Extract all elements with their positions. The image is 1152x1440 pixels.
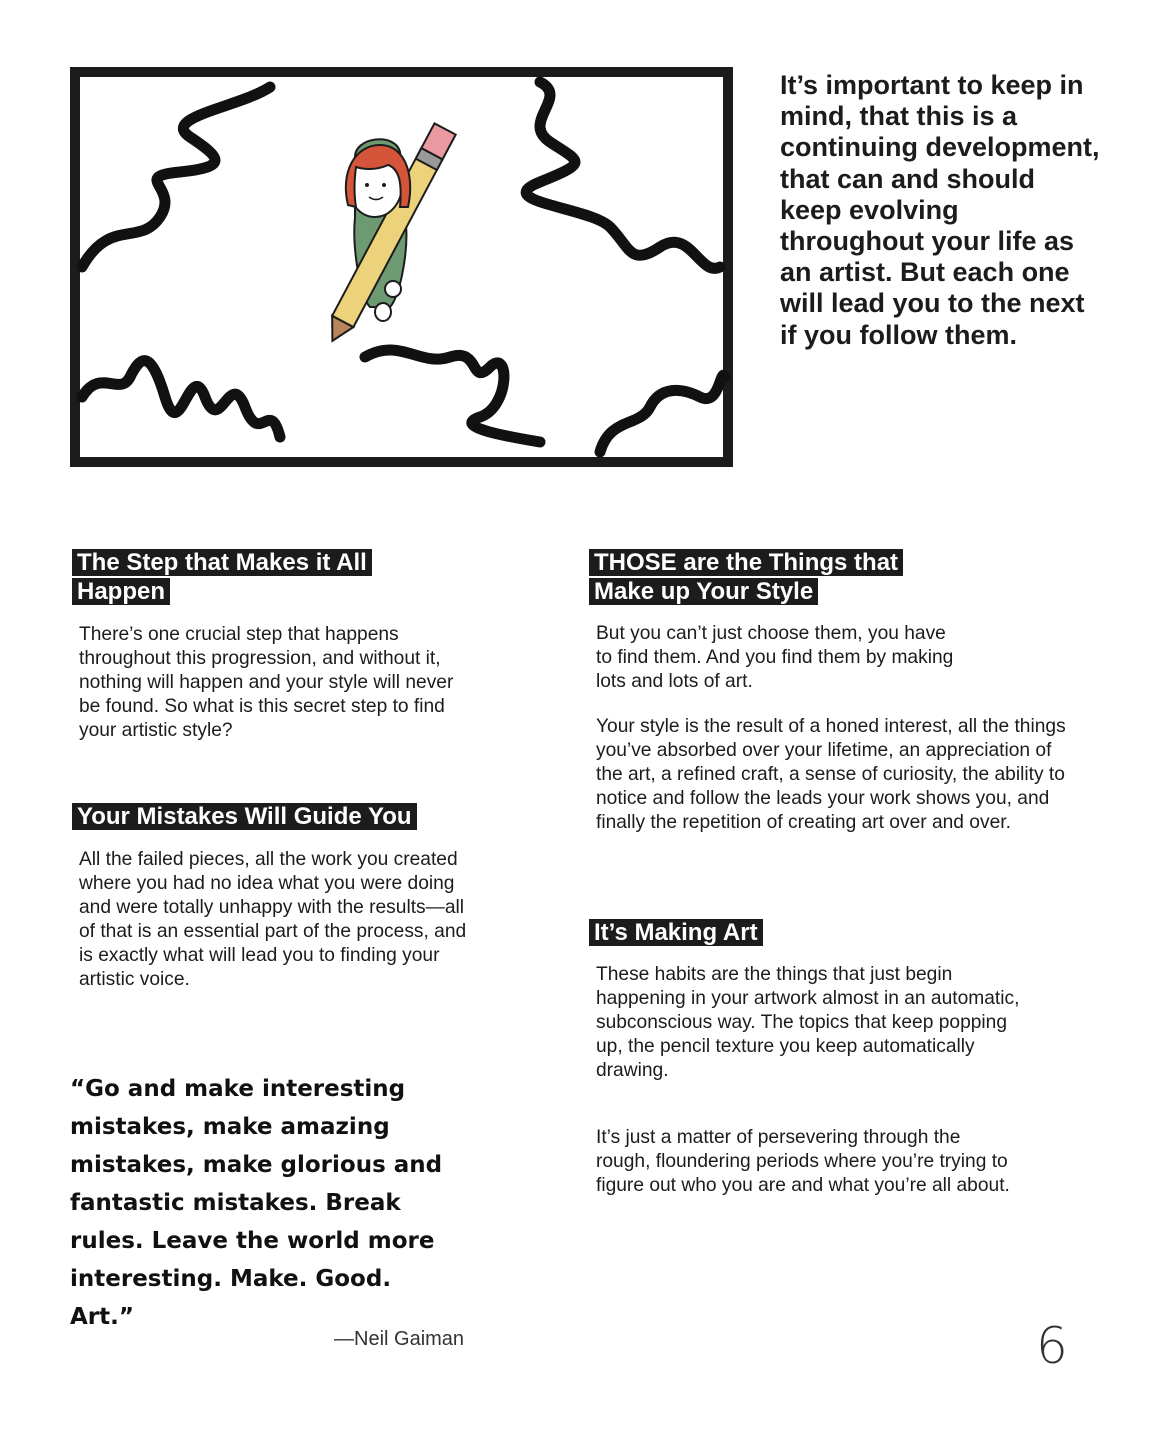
page-number: 6 — [1036, 1317, 1068, 1375]
body-making-art-1: These habits are the things that just begin happening in your artwork almost in an automatic, subconscious way. The topics that keep popping up, the pencil texture you keep automatically drawing. — [596, 964, 1020, 1081]
heading-style: THOSE are the Things that Make up Your Style — [589, 548, 949, 606]
heading-step: The Step that Makes it All Happen — [72, 548, 390, 606]
body-mistakes: All the failed pieces, all the work you created where you had no idea what you were doing and were totally unhappy with the results—all of that is an essential part of the process, and is exactly what will lead you to finding your artistic voice. — [79, 849, 467, 990]
girl-drawing-squiggles-illustration — [70, 67, 733, 467]
body-making-art-2: It’s just a matter of persevering through the rough, floundering periods where you’re trying to figure out who you are and what you’re all about. — [596, 1127, 1010, 1196]
heading-making-art: It’s Making Art — [589, 918, 889, 947]
intro-text: It’s important to keep in mind, that this is a continuing development, that can and should keep evolving throughout your life as an artist. But each one will lead you to the next if you follow them. — [780, 70, 1100, 350]
quote-text: “Go and make interesting mistakes, make amazing mistakes, make glorious and fantastic mistakes. Break rules. Leave the world more interesting. Make. Good. Art.” — [70, 1076, 443, 1330]
body-style-1: But you can’t just choose them, you have to find them. And you find them by making lots and lots of art. — [596, 623, 954, 692]
illustration — [70, 67, 733, 467]
body-style-2: Your style is the result of a honed interest, all the things you’ve absorbed over your lifetime, an appreciation of the art, a refined craft, a sense of curiosity, the ability to notice and follow the leads your work shows you, and finally the repetition of creating art over and over. — [596, 716, 1066, 833]
body-step: There’s one crucial step that happens throughout this progression, and without it, nothing will happen and your style will never be found. So what is this secret step to find your artistic style? — [79, 624, 454, 741]
quote-author: —Neil Gaiman — [334, 1328, 465, 1350]
heading-mistakes: Your Mistakes Will Guide You — [72, 802, 462, 831]
